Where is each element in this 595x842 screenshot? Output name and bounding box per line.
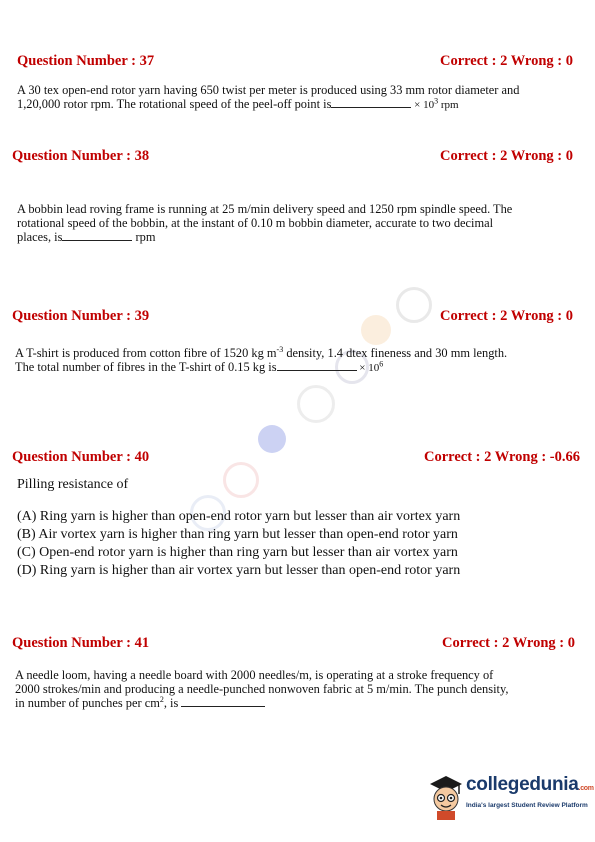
answer-blank [62, 230, 132, 241]
question-text-41: A needle loom, having a needle board with 2000 needles/m, is operating at a stroke frequency of 2000 strokes/min and producing a needle-punched nonwoven fabric at 5 m/min. The punch density, in number of punches per $cm^2$, is [15, 668, 509, 710]
question-number: Question Number : 39 [12, 308, 150, 324]
question-header-39 [0, 308, 595, 328]
question-text-39: A T-shirt is produced from cotton fibre of 1520 kg $m^{-3}$ density, 1.4 dtex fineness and 30 mm length. The total number of fibres in the T-shirt of 0.15 kg is × $10^6$ [15, 344, 508, 374]
answer-blank [331, 97, 411, 108]
question-text-38: A bobbin lead roving frame is running at 25 m/min delivery speed and 1250 rpm spindle speed. The rotational speed of the bobbin, at the instant of 0.10 m bobbin diameter, accurate to two decimal places, is rpm [17, 202, 513, 244]
question-text-37: A 30 tex open-end rotor yarn having 650 twist per meter is produced using 33 mm rotor diameter and 1,20,000 rotor rpm. The rotational speed of the peel-off point is × $10^3$ rpm [17, 83, 520, 111]
options-list-40 [17, 508, 460, 580]
question-number: Question Number : 41 [12, 635, 150, 651]
question-score: Correct : 2 Wrong : 0 [439, 308, 573, 324]
question-header-40 [0, 449, 595, 469]
question-header-41 [0, 635, 595, 655]
graduate-mascot-icon [426, 772, 466, 822]
question-score: Correct : 2 Wrong : 0 [439, 148, 573, 164]
collegedunia-logo [426, 772, 594, 824]
answer-blank [181, 696, 265, 707]
question-score: Correct : 2 Wrong : 0 [441, 635, 575, 651]
question-number: Question Number : 40 [12, 449, 150, 465]
option-b: (B) Air vortex yarn is higher than ring yarn but lesser than open-end rotor yarn [17, 527, 458, 542]
question-header-37 [0, 53, 595, 73]
question-stem-40: Pilling resistance of [17, 477, 129, 492]
question-number: Question Number : 37 [17, 53, 155, 69]
option-d: (D) Ring yarn is higher than air vortex yarn but lesser than open-end rotor yarn [17, 563, 461, 578]
logo-wordmark: collegedunia.com [466, 774, 594, 795]
question-score: Correct : 2 Wrong : -0.66 [424, 449, 580, 465]
question-score: Correct : 2 Wrong : 0 [439, 53, 573, 69]
option-a: (A) Ring yarn is higher than open-end rotor yarn but lesser than air vortex yarn [17, 509, 461, 524]
watermark-seal [297, 385, 335, 423]
option-c: (C) Open-end rotor yarn is higher than ring yarn but lesser than air vortex yarn [17, 545, 458, 560]
logo-tagline: India's largest Student Review Platform [466, 802, 588, 809]
question-header-38 [0, 148, 595, 168]
answer-blank [277, 360, 357, 371]
question-number: Question Number : 38 [12, 148, 150, 164]
